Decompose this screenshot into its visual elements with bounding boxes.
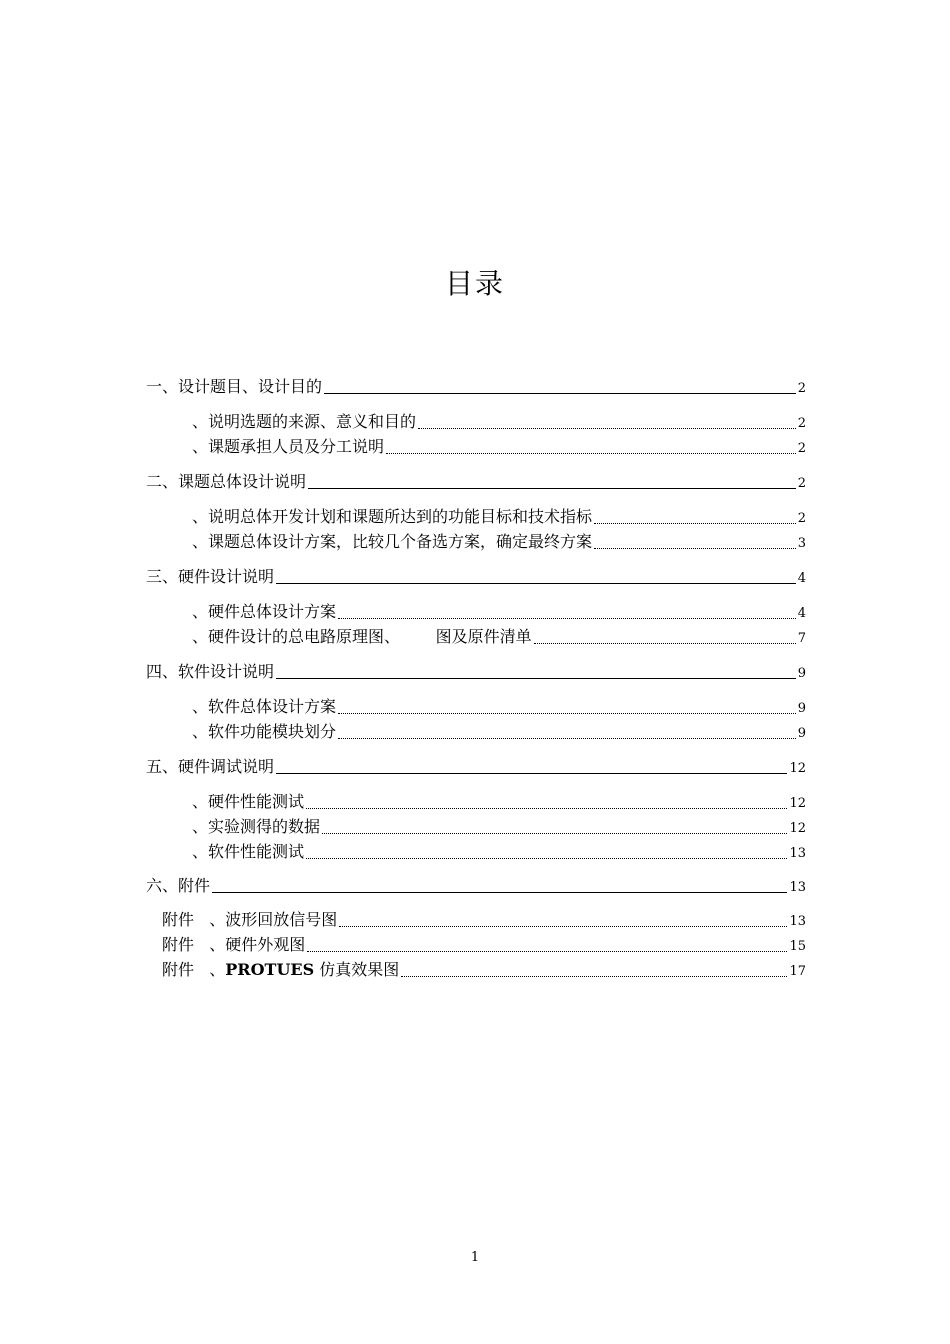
toc-page-number: 12 xyxy=(789,761,806,776)
toc-label: 、说明选题的来源、意义和目的 xyxy=(192,412,417,431)
toc-entry-4-2[interactable] xyxy=(192,720,806,742)
toc-entry-6-3[interactable] xyxy=(162,958,806,980)
toc-entry-2[interactable] xyxy=(146,470,806,492)
toc-leader xyxy=(401,976,787,977)
toc-leader xyxy=(338,713,796,714)
toc-label: 、课题承担人员及分工说明 xyxy=(192,437,385,456)
toc-label: 二、课题总体设计说明 xyxy=(146,472,307,491)
toc-label: 六、附件 xyxy=(146,876,211,895)
toc-label: 五、硬件调试说明 xyxy=(146,757,275,776)
toc-label: 、实验测得的数据 xyxy=(192,817,321,836)
toc-label: 三、硬件设计说明 xyxy=(146,567,275,586)
toc-label: 、软件性能测试 xyxy=(192,842,305,861)
toc-page-number: 12 xyxy=(789,796,806,811)
toc-page-number: 4 xyxy=(797,606,806,621)
toc-page-number: 13 xyxy=(789,914,806,929)
toc-page-number: 7 xyxy=(797,631,806,646)
toc-label: 四、软件设计说明 xyxy=(146,662,275,681)
toc-page-number: 2 xyxy=(797,441,806,456)
toc-entry-1[interactable] xyxy=(146,375,806,397)
toc-page-number: 2 xyxy=(797,381,806,396)
toc-entry-6-2[interactable] xyxy=(162,933,806,955)
toc-label: 、课题总体设计方案，比较几个备选方案，确定最终方案 xyxy=(192,532,593,551)
toc-entry-3-2[interactable] xyxy=(192,625,806,647)
toc-entry-3-1[interactable] xyxy=(192,600,806,622)
toc-leader xyxy=(307,951,787,952)
toc-leader xyxy=(418,428,796,429)
toc-entry-1-2[interactable] xyxy=(192,435,806,457)
toc-label: 、说明总体开发计划和课题所达到的功能目标和技术指标 xyxy=(192,507,593,526)
toc-leader xyxy=(276,773,787,774)
toc-leader xyxy=(386,453,796,454)
toc-entry-6-1[interactable] xyxy=(162,908,806,930)
toc-page-number: 15 xyxy=(789,939,806,954)
toc-page-number: 2 xyxy=(797,511,806,526)
toc-entry-3[interactable] xyxy=(146,565,806,587)
toc-leader xyxy=(594,523,796,524)
toc-leader xyxy=(338,618,796,619)
toc-leader xyxy=(324,393,796,394)
page-number-footer: 1 xyxy=(470,1250,480,1265)
toc-entry-2-2[interactable] xyxy=(192,530,806,552)
toc-label: 、软件总体设计方案 xyxy=(192,697,337,716)
toc-entry-5[interactable] xyxy=(146,755,806,777)
toc-leader xyxy=(594,548,796,549)
toc-page-number: 4 xyxy=(797,571,806,586)
toc-leader xyxy=(276,678,796,679)
toc-label-bold: PROTUES xyxy=(225,960,315,979)
toc-page-number: 13 xyxy=(789,880,806,895)
toc-page-number: 13 xyxy=(789,846,806,861)
toc-label-prefix: 附件 、 xyxy=(162,960,226,979)
toc-label: 、硬件总体设计方案 xyxy=(192,602,337,621)
toc-page-number: 9 xyxy=(797,726,806,741)
toc-page-number: 12 xyxy=(789,821,806,836)
toc-label: 附件 、波形回放信号图 xyxy=(162,910,338,929)
toc-entry-2-1[interactable] xyxy=(192,505,806,527)
toc-label: 一、设计题目、设计目的 xyxy=(146,377,323,396)
toc-entry-5-3[interactable] xyxy=(192,840,806,862)
toc-leader xyxy=(308,488,796,489)
toc-leader xyxy=(322,833,787,834)
toc-entry-1-1[interactable] xyxy=(192,410,806,432)
page-title: 目录 xyxy=(444,267,505,300)
toc-leader xyxy=(338,738,796,739)
toc-page-number: 2 xyxy=(797,476,806,491)
toc-label: 、软件功能模块划分 xyxy=(192,722,337,741)
toc-label: 附件 、硬件外观图 xyxy=(162,935,306,954)
toc-label: 、硬件性能测试 xyxy=(192,792,305,811)
toc-page-number: 3 xyxy=(797,536,806,551)
toc-label xyxy=(162,960,399,980)
toc-entry-6[interactable] xyxy=(146,874,806,896)
toc-entry-4-1[interactable] xyxy=(192,695,806,717)
toc-page-number: 17 xyxy=(789,964,806,979)
toc-leader xyxy=(276,583,796,584)
toc-leader xyxy=(339,926,787,927)
toc-page-number: 9 xyxy=(797,701,806,716)
toc-leader xyxy=(306,858,787,859)
toc-entry-4[interactable] xyxy=(146,660,806,682)
toc-entry-5-1[interactable] xyxy=(192,790,806,812)
toc-page-number: 2 xyxy=(797,416,806,431)
toc-leader xyxy=(306,808,787,809)
toc-page-number: 9 xyxy=(797,666,806,681)
toc-leader xyxy=(534,643,796,644)
toc-leader xyxy=(212,892,787,893)
toc-label: 、硬件设计的总电路原理图、 图及原件清单 xyxy=(192,627,532,646)
toc-entry-5-2[interactable] xyxy=(192,815,806,837)
toc-label-suffix: 仿真效果图 xyxy=(314,960,400,979)
